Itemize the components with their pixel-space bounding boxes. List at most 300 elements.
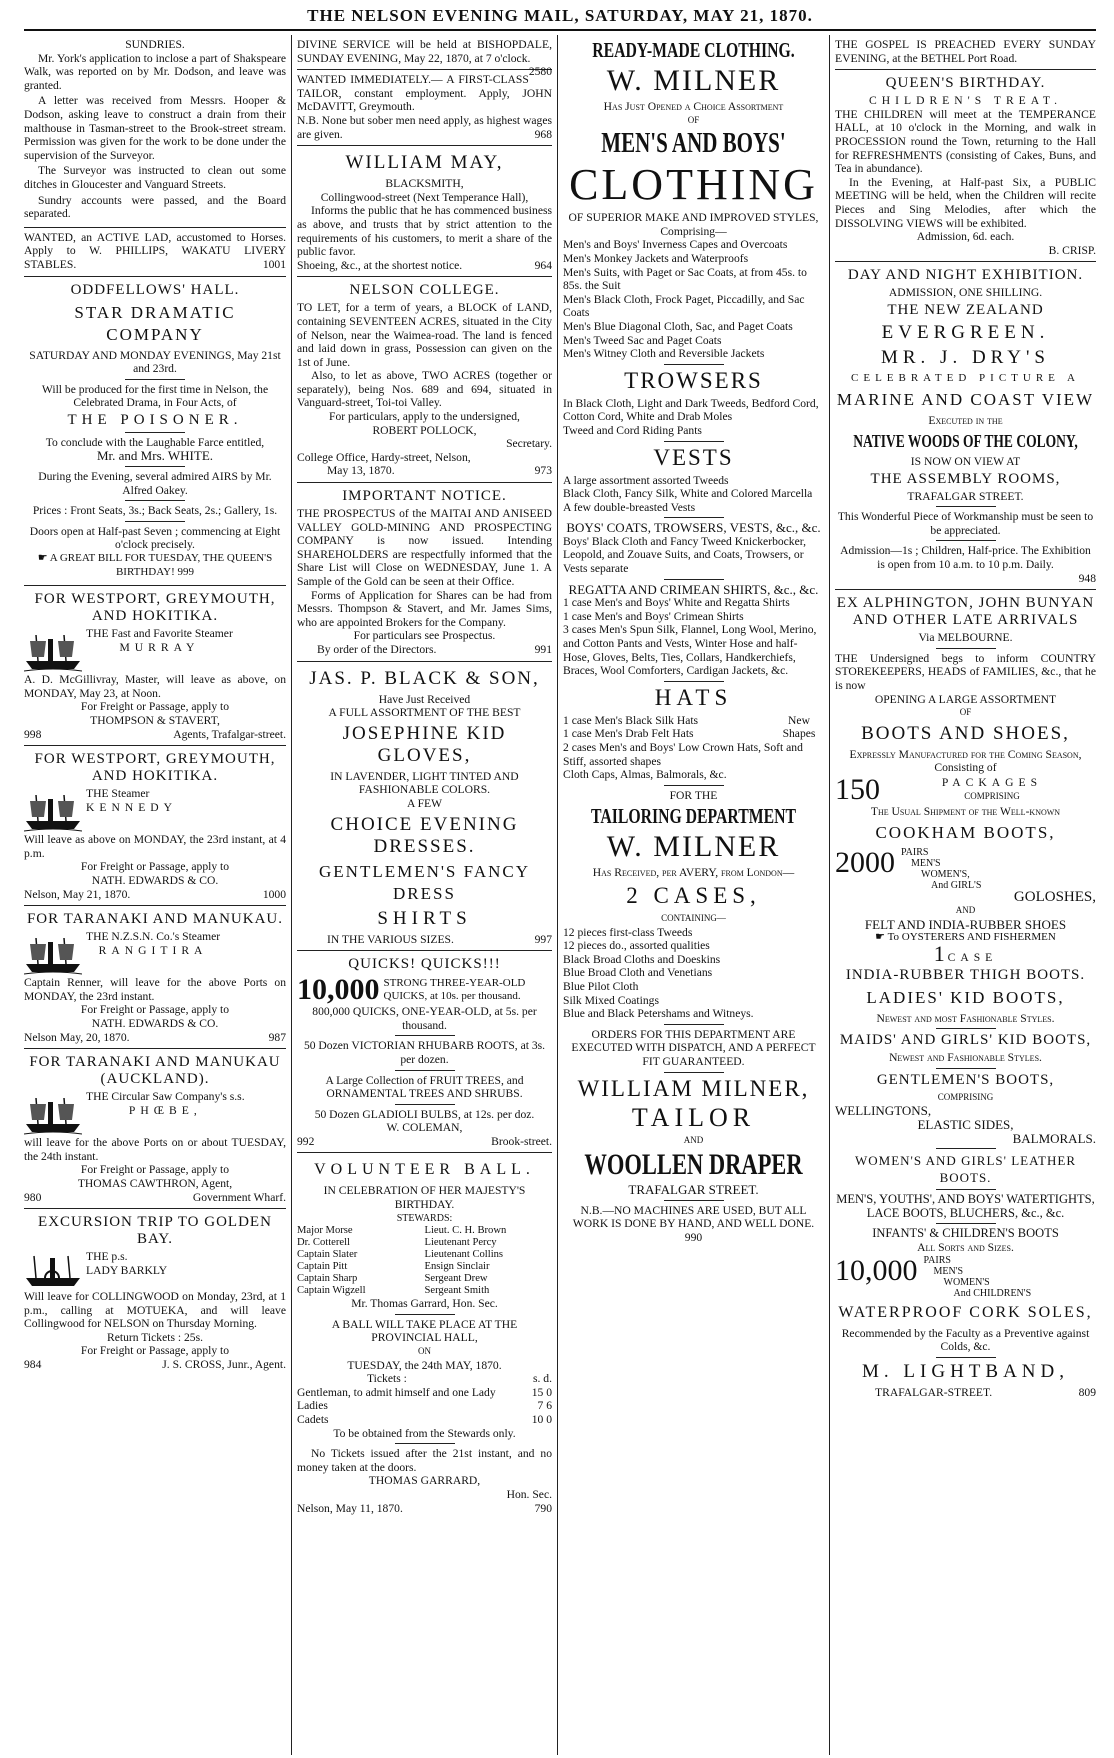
ticket-price: 15 0	[531, 1385, 552, 1399]
ad-body: Will leave for COLLINGWOOD on Monday, 23rd, at 1 p.m., calling at MOTUEKA, and will leave Collingwood for NELSON on Thursday Morning.	[24, 1290, 286, 1331]
agents: NATH. EDWARDS & CO.	[91, 873, 219, 887]
item: Boys' Black Cloth and Fancy Tweed Knickerbocker, Leopold, and Zouave Suits, and Coats, Trowsers, or Vests separate	[563, 534, 807, 576]
divider	[664, 364, 724, 365]
divider	[936, 540, 996, 541]
ship-name: RANGITIRA	[98, 943, 208, 957]
agent-line	[24, 1358, 286, 1372]
item: Silk Mixed Coatings	[563, 993, 659, 1007]
cork: WATERPROOF CORK SOLES,	[838, 1303, 1093, 1321]
steward: Major Morse	[297, 1225, 353, 1237]
steamship-icon	[24, 930, 82, 976]
divider	[664, 1024, 724, 1025]
gent: GENTLEMEN'S BOOTS,	[876, 1071, 1055, 1088]
comprising: COMPRISING	[964, 791, 1020, 801]
womens-boots: WOMEN'S AND GIRLS' LEATHER BOOTS.	[855, 1153, 1076, 1186]
treat: CHILDREN'S TREAT.	[869, 94, 1062, 108]
big-number: 10,000	[835, 1253, 918, 1287]
mens: MEN'S	[933, 1265, 964, 1277]
directors-line	[297, 643, 552, 657]
divider	[664, 681, 724, 682]
shirts-heading: GENTLEMEN'S FANCY DRESS	[319, 861, 530, 903]
item: Men's Black Cloth, Frock Paget, Piccadilly, and Sac Coats	[563, 292, 805, 320]
nb	[563, 1204, 824, 1245]
company-name: STAR DRAMATIC COMPANY	[74, 302, 236, 344]
secretary: Mr. Thomas Garrard, Hon. Sec.	[351, 1297, 498, 1311]
item: 1 case Men's and Boys' White and Regatta Shirts	[563, 596, 790, 610]
ticket-label: Ladies	[297, 1399, 328, 1413]
big-number: 1	[933, 940, 945, 966]
play-title: THE POISONER.	[67, 411, 243, 428]
ad-number: 990	[684, 1230, 703, 1244]
india: INDIA-RUBBER THIGH BOOTS.	[845, 966, 1086, 983]
item: 1 case Men's Black Silk Hats	[563, 713, 699, 727]
via: Via MELBOURNE.	[918, 631, 1013, 645]
ad-number: 984	[24, 1358, 42, 1372]
steward: Lieutenant Percy	[424, 1237, 497, 1249]
item: A few double-breasted Vests	[563, 500, 696, 514]
role: Secretary.	[506, 437, 552, 451]
ad-paragraph: Also, to let as above, TWO ACRES (together or separately), being Nos. 689 and 694, situated in Vanguard-street, Toi-toi Valley.	[297, 369, 552, 410]
steward: Captain Sharp	[297, 1273, 358, 1285]
ball-sub: IN CELEBRATION OF HER MAJESTY'S BIRTHDAY.	[323, 1184, 526, 1212]
ad-number: 998	[24, 727, 42, 741]
item: 2 cases Men's and Boys' Low Crown Hats, Soft and Stiff, assorted shapes	[563, 741, 803, 768]
apply: For Freight or Passage, apply to	[80, 860, 230, 874]
bill-text: A GREAT BILL FOR TUESDAY, THE QUEEN'S BIRTHDAY!	[49, 552, 273, 578]
column-2	[292, 35, 558, 1755]
divider	[936, 648, 996, 649]
ad-body: Informs the public that he has commenced business as above, and trusts that by strict attention to the requirements of his customers, to merit a share of the public favor.	[297, 204, 552, 259]
trade: BLACKSMITH,	[385, 177, 464, 191]
ad-body: WANTED IMMEDIATELY.— A FIRST-CLASS TAILOR, constant employment. Apply, JOHN McDAVITT, Greymouth.	[297, 73, 552, 114]
ad-line: THE Steamer	[86, 787, 150, 801]
quicks-ad	[297, 951, 552, 1153]
children: And CHILDREN'S	[953, 1287, 1032, 1299]
hats-new: New Shapes	[782, 713, 816, 741]
offer-line: 50 Dozen GLADIOLI BULBS, at 12s. per doz.	[314, 1107, 535, 1121]
offer-line: 800,000 QUICKS, ONE-YEAR-OLD, at 5s. per thousand.	[312, 1005, 537, 1032]
marine: MARINE AND COAST VIEW	[836, 389, 1095, 409]
ad-heading: QUICKS! QUICKS!!!	[348, 956, 501, 973]
doors: Doors open at Half-past Seven ; commencing at Eight o'clock precisely.	[29, 524, 281, 552]
ticket-row	[297, 1413, 552, 1427]
ad-heading: EXCURSION TRIP TO GOLDEN BAY.	[38, 1214, 272, 1248]
newest2: Newest and Fashionable Styles.	[889, 1051, 1042, 1065]
clothing: CLOTHING	[569, 160, 818, 210]
murray-ad	[24, 586, 286, 746]
pairs-block-2	[835, 1255, 1096, 1299]
ship-text	[86, 1090, 245, 1117]
divider	[125, 500, 185, 501]
divider	[125, 521, 185, 522]
steward: Lieutenant Collins	[424, 1249, 504, 1261]
item: Men's Tweed Sac and Paget Coats	[563, 333, 722, 347]
airs: During the Evening, several admired AIRS by Mr. Alfred Oakey.	[38, 470, 272, 497]
infants: INFANTS' & CHILDREN'S BOOTS	[872, 1226, 1059, 1241]
consisting: Consisting of	[934, 761, 997, 775]
elastic: ELASTIC SIDES,	[917, 1116, 1014, 1132]
ad-number: 992	[297, 1134, 315, 1148]
steward: Captain Slater	[297, 1249, 358, 1261]
ship-name: MURRAY	[119, 640, 200, 654]
ad-body: THE GOSPEL IS PREACHED EVERY SUNDAY EVENING, at the BETHEL Port Road.	[835, 38, 1096, 65]
ad-heading: FOR TARANAKI AND MANUKAU (AUCKLAND).	[29, 1054, 281, 1088]
ad-heading: VOLUNTEER BALL.	[314, 1161, 535, 1179]
superior: OF SUPERIOR MAKE AND IMPROVED STYLES, Comprising—	[568, 211, 819, 238]
pairs: PAIRS	[901, 846, 929, 858]
and: AND	[683, 1134, 704, 1145]
agents-line	[24, 1191, 286, 1205]
oddfellows-ad	[24, 277, 286, 587]
ad-number: 991	[534, 642, 552, 656]
agents-address: Government Wharf.	[192, 1190, 286, 1204]
advertiser-name: WILLIAM MILNER,	[577, 1075, 810, 1101]
agents: NATH. EDWARDS & CO.	[91, 1016, 219, 1030]
ad-heading: IMPORTANT NOTICE.	[342, 488, 507, 505]
gloves: JOSEPHINE KID GLOVES,	[342, 722, 507, 766]
steamship-icon	[24, 787, 82, 833]
admission: Admission, 6d. each.	[916, 230, 1015, 244]
ad-number: 1000	[262, 887, 286, 901]
youths: MEN'S, YOUTHS', AND BOYS' WATERTIGHTS, LACE BOOTS, BLUCHERS, &c., &c.	[836, 1192, 1095, 1220]
divider	[936, 1189, 996, 1190]
article-paragraph: Mr. York's application to inclose a part of Shakspeare Walk, was reported on by Mr. Dodson, and leave was granted.	[24, 51, 286, 92]
womens: WOMEN'S,	[921, 868, 970, 880]
shoeing: Shoeing, &c., at the shortest notice.	[297, 258, 463, 272]
usual: The Usual Shipment of the Well-known	[870, 805, 1061, 818]
advertiser-name: JAS. P. BLACK & SON,	[309, 667, 540, 689]
ad-number: 964	[534, 258, 552, 272]
ad-paragraph: In the Evening, at Half-past Six, a PUBLIC MEETING will be held, when the Children will recite Pieces and Sing Melodies, after which the DISSOLVING VIEWS will be exhibited.	[835, 175, 1096, 230]
ad-heading: FOR WESTPORT, GREYMOUTH, AND HOKITIKA.	[34, 591, 276, 625]
packages: PACKAGES	[941, 776, 1043, 790]
prices: Prices : Front Seats, 3s.; Back Seats, 2s.; Gallery, 1s.	[32, 504, 278, 518]
farce-title: Mr. and Mrs. WHITE.	[96, 448, 214, 464]
kennedy-ad	[24, 746, 286, 906]
case-line	[835, 940, 1096, 966]
ticket-label: Gentleman, to admit himself and one Lady	[297, 1385, 496, 1399]
directors: By order of the Directors.	[317, 642, 437, 656]
executed: Executed in the	[928, 413, 1003, 427]
ad-text	[297, 114, 552, 141]
item: Men's Monkey Jackets and Waterproofs	[563, 251, 749, 265]
ad-paragraph: Forms of Application for Shares can be had from Messrs. Thompson & Stavert, and Mr. James Sims, who are appointed Brokers for the Company.	[297, 588, 552, 629]
ticket-label: Cadets	[297, 1413, 329, 1426]
queens-birthday-ad	[835, 70, 1096, 262]
divider	[936, 506, 996, 507]
cookham: COOKHAM BOOTS,	[875, 822, 1056, 842]
sizes-line	[297, 933, 552, 947]
section-heading: REGATTA AND CRIMEAN SHIRTS, &c., &c.	[568, 581, 819, 597]
ad-number: 1001	[262, 257, 286, 271]
ball-place: A BALL WILL TAKE PLACE AT THE PROVINCIAL HALL,	[331, 1317, 518, 1345]
ad-heading: ODDFELLOWS' HALL.	[70, 281, 240, 298]
ticket-row	[297, 1386, 552, 1400]
steward: Captain Pitt	[297, 1261, 348, 1273]
divider	[936, 1148, 996, 1149]
few: A FEW	[406, 796, 443, 810]
and: AND	[955, 905, 976, 916]
item: Blue Pilot Cloth	[563, 979, 639, 993]
mens: MEN'S	[911, 857, 941, 869]
wonderful: This Wonderful Piece of Workmanship must be seen to be appreciated.	[837, 510, 1094, 537]
admission: ADMISSION, ONE SHILLING.	[888, 286, 1043, 300]
ad-body: Will leave as above on MONDAY, the 23rd instant, at 4 p.m.	[24, 833, 286, 860]
divider	[664, 785, 724, 786]
address: Brook-street.	[491, 1134, 552, 1148]
stewards-list	[297, 1225, 552, 1297]
prices: Admission—1s ; Children, Half-price. The Exhibition is open from 10 a.m. to 10 p.m. Daily.	[840, 544, 1091, 572]
phoebe-ad	[24, 1049, 286, 1209]
opened: Has Just Opened a Choice Assortment	[603, 100, 784, 113]
ticket-price: 7 6	[537, 1399, 552, 1413]
cases: 2 CASES,	[626, 882, 761, 908]
opening: OPENING A LARGE ASSORTMENT	[874, 692, 1057, 706]
item: Cloth Caps, Almas, Balmorals, &c.	[563, 768, 727, 782]
agents: THOMPSON & STAVERT,	[90, 714, 220, 727]
goloshes: GOLOSHES,	[1013, 888, 1096, 905]
ad-line: THE Fast and Favorite Steamer	[86, 627, 233, 641]
agents-line	[24, 728, 286, 742]
recommended: Recommended by the Faculty as a Preventive against Colds, &c.	[841, 1326, 1090, 1354]
ad-heading: DAY AND NIGHT EXHIBITION.	[847, 267, 1084, 284]
section-heading: HATS	[654, 684, 733, 710]
dresses: CHOICE EVENING DRESSES.	[330, 813, 519, 857]
tickets-header	[297, 1372, 552, 1386]
ad-body: Captain Renner, will leave for the above Ports on MONDAY, the 23rd instant.	[24, 976, 286, 1003]
advertiser-name: W. MILNER	[606, 830, 781, 864]
ad-paragraph: THE PROSPECTUS of the MAITAI AND ANISEED VALLEY GOLD-MINING AND PROSPECTING COMPANY is now issued. Intending SHAREHOLDERS are respectfully informed that the Share List will Close on WEDNESDAY, June 1. A Sample of the Gold can be seen at their Office.	[297, 507, 552, 588]
ad-number: 968	[534, 127, 552, 141]
case: CASE	[947, 950, 998, 964]
address: Collingwood-street (Next Temperance Hall),	[320, 190, 529, 204]
offer-line: A Large Collection of FRUIT TREES, and ORNAMENTAL TREES AND SHRUBS.	[325, 1073, 524, 1101]
big-number: 150	[835, 773, 880, 806]
masthead: THE NELSON EVENING MAIL, SATURDAY, MAY 21, 1870.	[24, 6, 1096, 31]
volunteer-ball-ad	[297, 1153, 552, 1519]
big-offer-text: STRONG THREE-YEAR-OLD QUICKS, at 10s. per thousand.	[383, 976, 526, 1003]
tailoring-heading: TAILORING DEPARTMENT	[591, 804, 796, 829]
ship-name: PHŒBE,	[128, 1103, 202, 1117]
item: 1 case Men's Drab Felt Hats	[563, 727, 694, 741]
ad-line: THE p.s.	[86, 1250, 128, 1264]
oyster: ☛ To OYSTERERS AND FISHERMEN	[835, 931, 1096, 945]
expressly: Expressly Manufactured for the Coming Season,	[849, 747, 1082, 761]
ticket-price: 10 0	[531, 1413, 552, 1426]
item: Blue Broad Cloth and Venetians	[563, 966, 713, 980]
item: Black Cloth, Fancy Silk, White and Colored Marcella	[563, 487, 813, 501]
ad-paragraph: THE Undersigned begs to inform COUNTRY STOREKEEPERS, HEADS of FAMILIES, &c., that he is now	[835, 651, 1096, 693]
column-1	[24, 35, 292, 1755]
ad-body: DIVINE SERVICE will be held at BISHOPDALE, SUNDAY EVENING, May 22, 1870, at 7 o'clock.	[297, 38, 552, 65]
containing: CONTAINING—	[661, 912, 726, 923]
article-heading: SUNDRIES.	[125, 38, 185, 51]
pairs-block	[835, 847, 1096, 891]
black-son-ad	[297, 662, 552, 952]
ad-paragraph: For particulars see Prospectus.	[353, 629, 496, 643]
obtain: To be obtained from the Stewards only.	[333, 1426, 516, 1440]
apply: For Freight or Passage, apply to	[80, 700, 230, 714]
address: College Office, Hardy-street, Nelson,	[297, 450, 471, 464]
item: Tweed and Cord Riding Pants	[563, 423, 702, 437]
offer-line: 50 Dozen VICTORIAN RHUBARB ROOTS, at 3s. per dozen.	[303, 1039, 546, 1066]
tickets-label: Tickets :	[367, 1372, 407, 1386]
girls: And GIRL'S	[931, 879, 982, 891]
item: 12 pieces do., assorted qualities	[563, 939, 710, 953]
wellington: WELLINGTONS,	[835, 1103, 932, 1119]
columns	[24, 35, 1096, 1755]
ship-text	[86, 930, 220, 957]
sundries-article	[24, 35, 286, 228]
article-paragraph: Sundry accounts were passed, and the Board separated.	[24, 193, 286, 221]
gospel-ad	[835, 35, 1096, 70]
nz: THE NEW ZEALAND	[887, 301, 1044, 318]
ad-number: 980	[24, 1190, 42, 1204]
ad-number: 809	[1078, 1385, 1096, 1399]
ad-date: Nelson, May 21, 1870.	[24, 887, 131, 901]
rangitira-ad	[24, 906, 286, 1049]
column-4	[830, 35, 1096, 1755]
steamship-icon	[24, 627, 82, 673]
article-paragraph: The Surveyor was instructed to clean out some ditches in Gloucester and Vanguard Streets.	[24, 164, 286, 191]
section-heading: TROWSERS	[624, 367, 763, 393]
divider	[664, 1200, 724, 1201]
ad-number: 2580	[528, 65, 552, 79]
divider	[664, 517, 724, 518]
steamship-icon	[24, 1090, 82, 1136]
pairs-text	[924, 1255, 1032, 1299]
felt: FELT AND INDIA-RUBBER SHOES	[864, 916, 1067, 932]
divider	[936, 1357, 996, 1358]
excursion-ad	[24, 1209, 286, 1376]
agents: THOMAS CAWTHRON, Agent,	[77, 1176, 233, 1190]
ad-text	[297, 38, 552, 79]
ad-dates: SATURDAY AND MONDAY EVENINGS, May 21st and 23rd.	[29, 348, 281, 376]
section-heading: BOYS' COATS, TROWSERS, VESTS, &c., &c.	[566, 520, 821, 536]
rooms: THE ASSEMBLY ROOMS,	[870, 470, 1061, 487]
balmorals: BALMORALS.	[1012, 1130, 1096, 1146]
of: OF	[687, 114, 700, 125]
notice-ad	[297, 483, 552, 662]
item: 3 cases Men's Spun Silk, Flannel, Long Wool, Merino, and Cotton Pants and Vests, Winter Hose and half-Hose, Gloves, Belts, Ties, Collars, Handkerchiefs, Braces, Wool Comforters, Cardigan Jackets, &c.	[563, 623, 817, 678]
steward: Sergeant Drew	[424, 1273, 488, 1285]
item: Men's and Boys' Inverness Capes and Overcoats	[563, 238, 788, 252]
sorts: All Sorts and Sizes.	[917, 1240, 1014, 1254]
ad-date: Nelson May, 20, 1870.	[24, 1030, 130, 1044]
nb-text: N.B.—NO MACHINES ARE USED, BUT ALL WORK IS DONE BY HAND, AND WELL DONE.	[572, 1203, 815, 1231]
divider	[395, 1070, 455, 1071]
pairs: PAIRS	[923, 1254, 951, 1266]
sizes: IN THE VARIOUS SIZES.	[327, 932, 454, 946]
item: Men's Suits, with Paget or Sac Coats, at from 45s. to 85s. the Suit	[563, 265, 807, 293]
hats-group	[563, 714, 824, 741]
steward: Sergeant Smith	[424, 1285, 490, 1297]
item: In Black Cloth, Light and Dark Tweeds, Bedford Cord, Cotton Cord, White and Drab Moles	[563, 396, 819, 424]
ad-number: 997	[534, 932, 552, 946]
address-line	[297, 1135, 552, 1149]
advertiser-name: W. MILNER	[606, 64, 781, 97]
agent: J. S. CROSS, Junr., Agent.	[162, 1358, 286, 1372]
evergreen: EVERGREEN.	[881, 321, 1050, 343]
blacksmith-ad	[297, 146, 552, 277]
wanted-lad-ad	[24, 228, 286, 277]
ship-text	[86, 1250, 167, 1277]
great-bill	[24, 552, 286, 579]
divider	[664, 441, 724, 442]
address-line	[835, 1386, 1096, 1400]
ad-number: 948	[1078, 571, 1096, 585]
ad-line: THE N.Z.S.N. Co.'s Steamer	[86, 930, 221, 944]
ad-number: 790	[534, 1501, 552, 1515]
woollen-draper: WOOLLEN DRAPER	[584, 1148, 803, 1182]
comprising2: COMPRISING	[937, 1091, 994, 1102]
ball-date: TUESDAY, the 24th MAY, 1870.	[347, 1358, 502, 1372]
ad-body: WANTED, an ACTIVE LAD, accustomed to Horses. Apply to W. PHILLIPS, WAKATU LIVERY STABLES.	[24, 230, 286, 271]
signer: W. COLEMAN,	[386, 1121, 463, 1135]
view: IS NOW ON VIEW AT	[910, 455, 1021, 469]
street: TRAFALGAR STREET.	[628, 1182, 759, 1198]
ad-heading: FOR TARANAKI AND MANUKAU.	[26, 911, 284, 928]
ship-name: LADY BARKLY	[86, 1263, 168, 1277]
ad-heading: FOR WESTPORT, GREYMOUTH, AND HOKITIKA.	[34, 751, 276, 785]
ladies: LADIES' KID BOOTS,	[866, 987, 1065, 1007]
apply: For Freight or Passage, apply to	[80, 1344, 230, 1358]
ad-heading: EX ALPHINGTON, JOHN BUNYAN AND OTHER LATE ARRIVALS	[836, 595, 1095, 629]
agents-address: Agents, Trafalgar-street.	[173, 727, 286, 741]
ship-name: KENNEDY	[86, 800, 178, 814]
steward: Lieut. C. H. Brown	[424, 1225, 507, 1237]
wanted-tailor-ad	[297, 70, 552, 146]
units: s. d.	[532, 1372, 552, 1386]
item: Men's Blue Diagonal Cloth, Sac, and Paget Coats	[563, 319, 793, 333]
colors: IN LAVENDER, LIGHT TINTED AND FASHIONABLE COLORS.	[330, 769, 519, 797]
mr-dry: MR. J. DRY'S	[880, 346, 1051, 368]
divider	[664, 1072, 724, 1073]
farce-intro: To conclude with the Laughable Farce entitled,	[45, 435, 265, 449]
ball-on: ON	[418, 1346, 431, 1357]
ad-paragraph: For particulars, apply to the undersigned,	[329, 410, 520, 424]
divider	[395, 1035, 455, 1036]
address: TRAFALGAR-STREET.	[875, 1385, 993, 1399]
ad-heading: NELSON COLLEGE.	[349, 282, 500, 299]
ship-block	[24, 627, 286, 673]
divider	[125, 432, 185, 433]
paddle-steamer-icon	[24, 1250, 82, 1290]
item: Black Broad Cloths and Doeskins	[563, 952, 721, 966]
hats-list	[563, 714, 698, 741]
item: 1 case Men's and Boys' Crimean Shirts	[563, 609, 744, 623]
shoeing-line	[297, 259, 552, 273]
ad-intro: Will be produced for the first time in Nelson, the Celebrated Drama, in Four Acts, of	[41, 382, 269, 410]
ad-date: Nelson, May 11, 1870.	[297, 1501, 403, 1515]
big-offer	[297, 975, 552, 1005]
divider	[125, 466, 185, 467]
signer: B. CRISP.	[1048, 243, 1096, 257]
divider	[664, 579, 724, 580]
ad-text	[24, 231, 286, 272]
womens: WOMEN'S	[943, 1276, 990, 1288]
no-tickets: No Tickets issued after the 21st instant, and no money taken at the doors.	[297, 1447, 552, 1474]
exhibition-ad	[835, 262, 1096, 590]
ad-heading: QUEEN'S BIRTHDAY.	[885, 75, 1046, 92]
column-3	[558, 35, 830, 1755]
item: Blue and Black Petershams and Witneys.	[563, 1007, 754, 1021]
divider	[395, 1443, 455, 1444]
stewards-label: STEWARDS:	[396, 1212, 453, 1224]
ship-block	[24, 1250, 286, 1290]
ship-text	[86, 627, 233, 654]
ad-paragraph: TO LET, for a term of years, a BLOCK of LAND, containing SEVENTEEN ACRES, situated in the City of Nelson, near the Waimea-road. The land is fenced and laid down in grass, Possession can given on the 1st of June.	[297, 301, 552, 369]
